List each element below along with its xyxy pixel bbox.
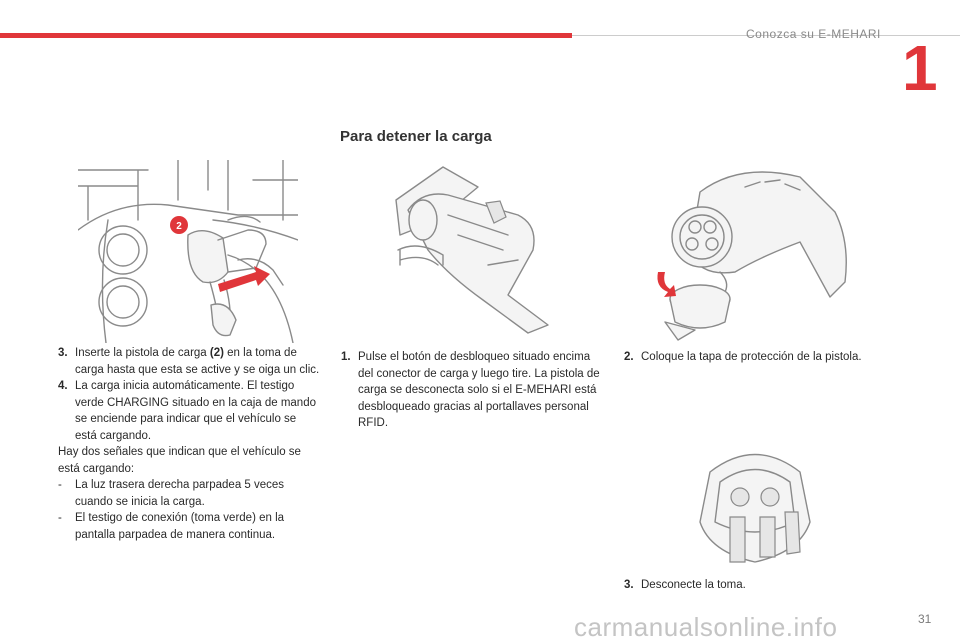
- step-text: Inserte la pistola de carga: [75, 347, 210, 359]
- chapter-number: 1: [902, 32, 938, 104]
- step-2-cap: [624, 349, 924, 366]
- right-step-3: [624, 577, 924, 594]
- figure-reference: (2): [209, 347, 224, 359]
- charging-signals-intro: Hay dos señales que indican que el vehículo se está cargando:: [58, 446, 301, 475]
- bullet-item: [58, 477, 320, 510]
- protective-cap-illustration: [650, 162, 860, 342]
- disconnect-socket-illustration: [690, 442, 820, 567]
- step-text-cont: en la toma de carga hasta que esta se active y se oiga un clic.: [75, 347, 320, 376]
- step-4-charging: [58, 378, 320, 444]
- right-step-2: [624, 349, 924, 366]
- step-number: 4.: [58, 380, 68, 392]
- left-column-text: [58, 345, 320, 543]
- bullet-text: La luz trasera derecha parpadea 5 veces cuando se inicia la carga.: [75, 479, 285, 508]
- callout-label: 2: [176, 221, 182, 232]
- bullet-marker: -: [58, 479, 62, 491]
- step-number: 3.: [624, 579, 634, 591]
- bullet-item: [58, 510, 320, 543]
- middle-column-text: [341, 349, 603, 432]
- step-1-unlock: [341, 349, 603, 432]
- plug-in-illustration: [78, 160, 298, 343]
- step-3-insert: [58, 345, 320, 378]
- step-text: Coloque la tapa de protección de la pistola.: [641, 351, 862, 363]
- step-text: Desconecte la toma.: [641, 579, 746, 591]
- step-number: 1.: [341, 351, 351, 363]
- step-number: 3.: [58, 347, 68, 359]
- step-3-disconnect: [624, 577, 924, 594]
- bullet-text: El testigo de conexión (toma verde) en la pantalla parpadea de manera continua.: [75, 512, 285, 541]
- step-number: 2.: [624, 351, 634, 363]
- watermark-text: carmanualsonline.info: [574, 612, 838, 642]
- step-text: La carga inicia automáticamente. El testigo verde CHARGING situado en la caja de mando se enciende para indicar que el vehículo se está cargando.: [75, 380, 316, 442]
- header-accent-bar: [0, 33, 572, 38]
- step-text: Pulse el botón de desbloqueo situado encima del conector de carga y luego tire. La pistola de carga se desconecta solo si el E-MEHARI está desbloqueado gracias al portallaves personal RFID.: [358, 351, 600, 429]
- bullet-marker: -: [58, 512, 62, 524]
- section-heading: Para detener la carga: [340, 128, 492, 145]
- unlock-connector-illustration: [388, 165, 558, 335]
- section-title: Conozca su E-MEHARI: [746, 27, 881, 41]
- page-number: 31: [918, 612, 932, 626]
